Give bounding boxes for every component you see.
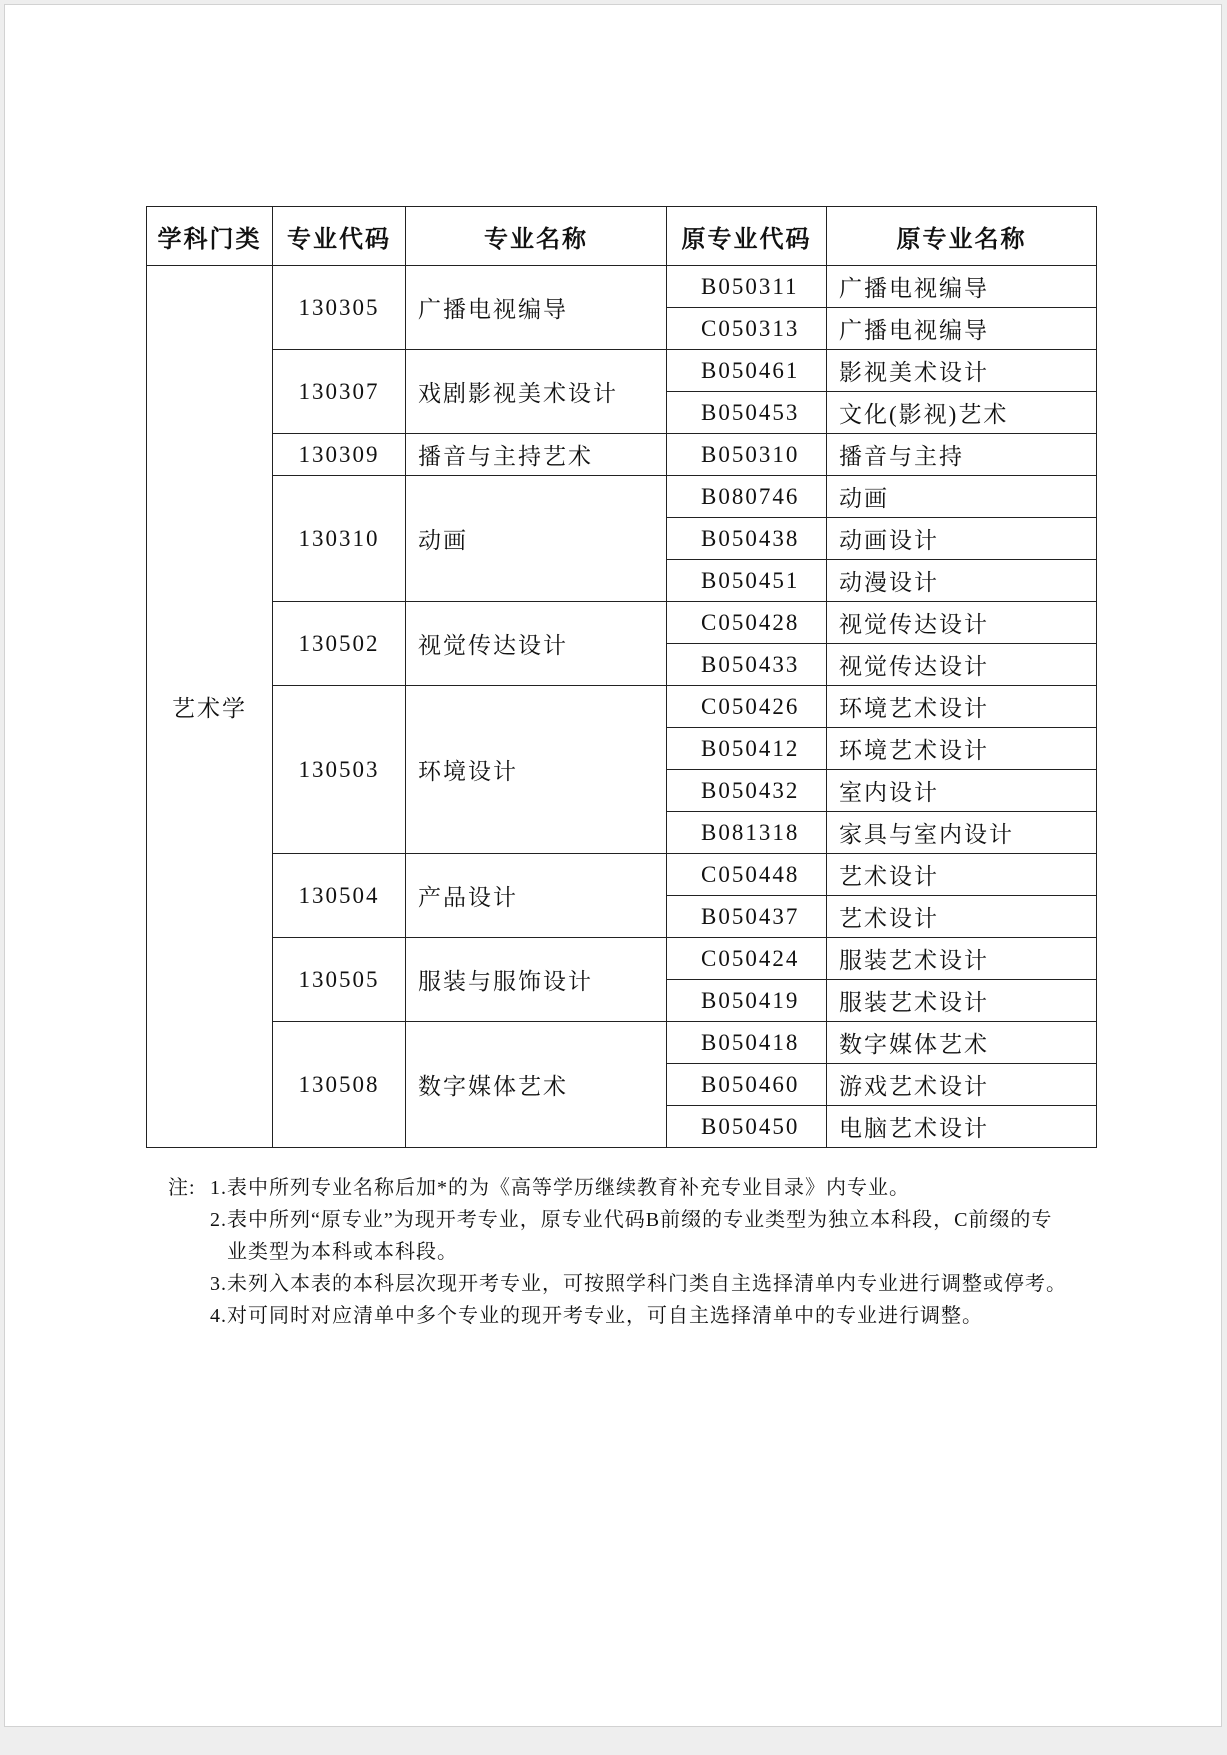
header-major-code: 专业代码 [273,207,406,266]
original-name-cell: 广播电视编导 [827,266,1097,308]
major-code-cell: 130502 [273,602,406,686]
original-code-cell: B050432 [667,770,827,812]
notes-section [168,1172,1068,1332]
major-name-cell: 数字媒体艺术 [406,1022,667,1148]
original-code-cell: B050438 [667,518,827,560]
major-code-cell: 130309 [273,434,406,476]
original-name-cell: 动漫设计 [827,560,1097,602]
table-row [147,1022,1097,1064]
original-code-cell: B081318 [667,812,827,854]
major-code-cell: 130305 [273,266,406,350]
note-text: 表中所列专业名称后加*的为《高等学历继续教育补充专业目录》内专业。 [227,1177,910,1199]
document-page [4,4,1222,1727]
original-code-cell: B050310 [667,434,827,476]
original-code-cell: B050450 [667,1106,827,1148]
header-major-name: 专业名称 [406,207,667,266]
original-name-cell: 环境艺术设计 [827,728,1097,770]
table-row [147,938,1097,980]
note-number: 1. [210,1177,227,1199]
major-code-cell: 130508 [273,1022,406,1148]
major-name-cell: 播音与主持艺术 [406,434,667,476]
major-name-cell: 动画 [406,476,667,602]
original-code-cell: C050424 [667,938,827,980]
note-item [210,1268,1068,1300]
original-name-cell: 室内设计 [827,770,1097,812]
note-item [210,1300,1068,1332]
note-text: 未列入本表的本科层次现开考专业，可按照学科门类自主选择清单内专业进行调整或停考。 [227,1273,1067,1295]
table-row [147,350,1097,392]
major-name-cell: 服装与服饰设计 [406,938,667,1022]
original-code-cell: B050418 [667,1022,827,1064]
original-code-cell: C050426 [667,686,827,728]
major-code-cell: 130310 [273,476,406,602]
major-name-cell: 广播电视编导 [406,266,667,350]
category-cell: 艺术学 [147,266,273,1148]
original-code-cell: B080746 [667,476,827,518]
original-name-cell: 动画设计 [827,518,1097,560]
original-code-cell: C050448 [667,854,827,896]
note-item [210,1172,1068,1204]
original-name-cell: 游戏艺术设计 [827,1064,1097,1106]
major-name-cell: 产品设计 [406,854,667,938]
table-row [147,476,1097,518]
original-code-cell: C050428 [667,602,827,644]
major-code-cell: 130503 [273,686,406,854]
note-number: 2. [210,1209,227,1231]
major-code-cell: 130504 [273,854,406,938]
original-name-cell: 服装艺术设计 [827,980,1097,1022]
major-name-cell: 视觉传达设计 [406,602,667,686]
table-body [147,266,1097,1148]
original-code-cell: B050451 [667,560,827,602]
original-name-cell: 视觉传达设计 [827,644,1097,686]
notes-prefix: 注: [168,1177,196,1199]
original-name-cell: 文化(影视)艺术 [827,392,1097,434]
original-name-cell: 影视美术设计 [827,350,1097,392]
original-name-cell: 环境艺术设计 [827,686,1097,728]
note-text: 表中所列“原专业”为现开考专业，原专业代码B前缀的专业类型为独立本科段，C前缀的专业类型为本科或本科段。 [227,1209,1053,1263]
note-item [210,1204,1068,1268]
original-code-cell: B050453 [667,392,827,434]
original-name-cell: 视觉传达设计 [827,602,1097,644]
note-number: 3. [210,1273,227,1295]
original-name-cell: 家具与室内设计 [827,812,1097,854]
major-name-cell: 环境设计 [406,686,667,854]
original-code-cell: B050461 [667,350,827,392]
original-name-cell: 艺术设计 [827,854,1097,896]
original-code-cell: B050412 [667,728,827,770]
original-name-cell: 广播电视编导 [827,308,1097,350]
original-code-cell: C050313 [667,308,827,350]
table-row [147,686,1097,728]
major-name-cell: 戏剧影视美术设计 [406,350,667,434]
header-category: 学科门类 [147,207,273,266]
header-original-name: 原专业名称 [827,207,1097,266]
table-header-row [147,207,1097,266]
original-name-cell: 播音与主持 [827,434,1097,476]
original-name-cell: 电脑艺术设计 [827,1106,1097,1148]
majors-table [146,206,1097,1148]
table-row [147,434,1097,476]
major-code-cell: 130505 [273,938,406,1022]
note-number: 4. [210,1305,227,1327]
table-row [147,854,1097,896]
note-text: 对可同时对应清单中多个专业的现开考专业，可自主选择清单中的专业进行调整。 [227,1305,983,1327]
header-original-code: 原专业代码 [667,207,827,266]
original-code-cell: B050311 [667,266,827,308]
table-row [147,266,1097,308]
original-code-cell: B050419 [667,980,827,1022]
table-row [147,602,1097,644]
original-name-cell: 服装艺术设计 [827,938,1097,980]
original-name-cell: 动画 [827,476,1097,518]
original-code-cell: B050460 [667,1064,827,1106]
original-name-cell: 数字媒体艺术 [827,1022,1097,1064]
major-code-cell: 130307 [273,350,406,434]
original-code-cell: B050433 [667,644,827,686]
original-code-cell: B050437 [667,896,827,938]
original-name-cell: 艺术设计 [827,896,1097,938]
